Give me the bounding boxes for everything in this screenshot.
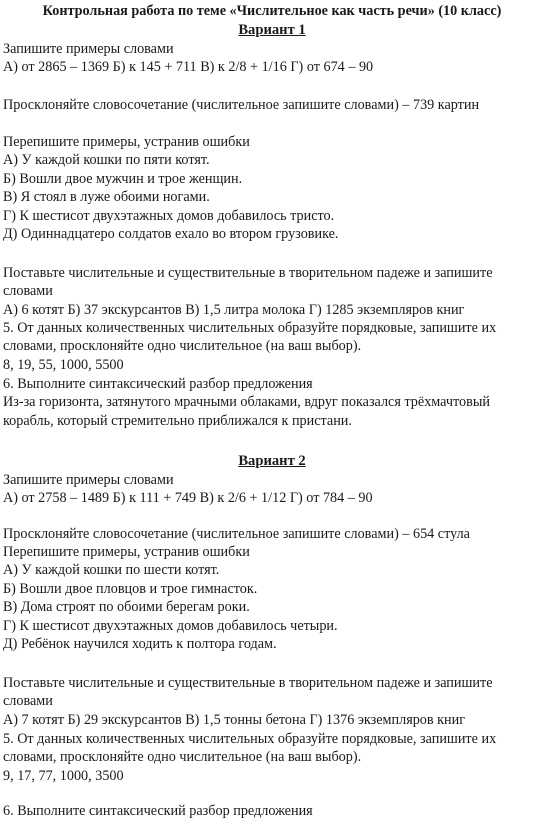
- list-item: Д) Одиннадцатеро солдатов ехало во втором грузовике.: [3, 225, 339, 242]
- list-item: Д) Ребёнок научился ходить к полтора годам.: [3, 635, 277, 652]
- task-text: 5. От данных количественных числительных образуйте порядковые, запишите их словами, просклоняйте одно числительное (на ваш выбор).: [3, 320, 497, 355]
- variant-1-task-4: [3, 264, 528, 319]
- list-item: Г) К шестисот двухэтажных домов добавилось тристо.: [3, 207, 335, 224]
- list-item: В) Я стоял в луже обоими ногами.: [3, 189, 210, 206]
- task-text: А) от 2758 – 1489 Б) к 111 + 749 В) к 2/6 + 1/12 Г) от 784 – 90: [3, 490, 373, 507]
- task-title: Поставьте числительные и существительные в творительном падеже и запишите словами: [3, 265, 493, 300]
- task-text: А) 7 котят Б) 29 экскурсантов В) 1,5 тонны бетона Г) 1376 экземпляров книг: [3, 711, 466, 728]
- task-title: Запишите примеры словами: [3, 41, 174, 57]
- task-title: Запишите примеры словами: [3, 472, 174, 488]
- task-text: А) 6 котят Б) 37 экскурсантов В) 1,5 литра молока Г) 1285 экземпляров книг: [3, 301, 465, 318]
- variant-2-task-4: [3, 674, 513, 729]
- page-title: Контрольная работа по теме «Числительное как часть речи» (10 класс): [42, 3, 502, 19]
- list-item: Б) Вошли двое пловцов и трое гимнасток.: [3, 580, 258, 597]
- list-item: А) У каждой кошки по пяти котят.: [3, 152, 210, 169]
- list-item: В) Дома строят по обоими берегам роки.: [3, 599, 250, 616]
- task-title: 6. Выполните синтаксический разбор предложения: [3, 803, 313, 819]
- variant-1-task-1: [3, 40, 539, 77]
- variant-2-heading: Вариант 2: [238, 453, 306, 469]
- list-item: Г) К шестисот двухэтажных домов добавилось четыри.: [3, 617, 338, 634]
- variant-2-task-1: [3, 471, 539, 508]
- task-title: Поставьте числительные и существительные в творительном падеже и запишите словами: [3, 675, 493, 710]
- task-sentence: Из-за горизонта, затянутого мрачными облаками, вдруг показался трёхмачтовый корабль, который стремительно приближался к пристани.: [3, 394, 490, 429]
- variant-2-task-2: [3, 525, 539, 543]
- task-text: Просклоняйте словосочетание (числительное запишите словами) – 654 стула: [3, 526, 470, 542]
- variant-1-task-3: [3, 133, 539, 243]
- variant-2-task-6: [3, 802, 539, 820]
- variant-2-task-3: [3, 543, 539, 653]
- variant-1-heading: Вариант 1: [238, 22, 306, 38]
- list-item: Б) Вошли двое мужчин и трое женщин.: [3, 170, 243, 187]
- task-text: Просклоняйте словосочетание (числительное запишите словами) – 739 картин: [3, 97, 480, 113]
- task-numbers: 8, 19, 55, 1000, 5500: [3, 356, 124, 373]
- task-title: Перепишите примеры, устранив ошибки: [3, 134, 250, 150]
- task-title: Перепишите примеры, устранив ошибки: [3, 544, 250, 560]
- list-item: А) У каждой кошки по шести котят.: [3, 562, 220, 579]
- task-title: 6. Выполните синтаксический разбор предложения: [3, 376, 313, 392]
- variant-1-task-5: [3, 319, 523, 374]
- task-text: 5. От данных количественных числительных образуйте порядковые, запишите их словами, просклоняйте одно числительное (на ваш выбор).: [3, 731, 497, 766]
- task-text: А) от 2865 – 1369 Б) к 145 + 711 В) к 2/8 + 1/16 Г) от 674 – 90: [3, 59, 374, 76]
- variant-2-task-5: [3, 730, 523, 785]
- task-numbers: 9, 17, 77, 1000, 3500: [3, 767, 124, 784]
- variant-1-task-6: [3, 375, 523, 430]
- variant-1-task-2: [3, 96, 513, 114]
